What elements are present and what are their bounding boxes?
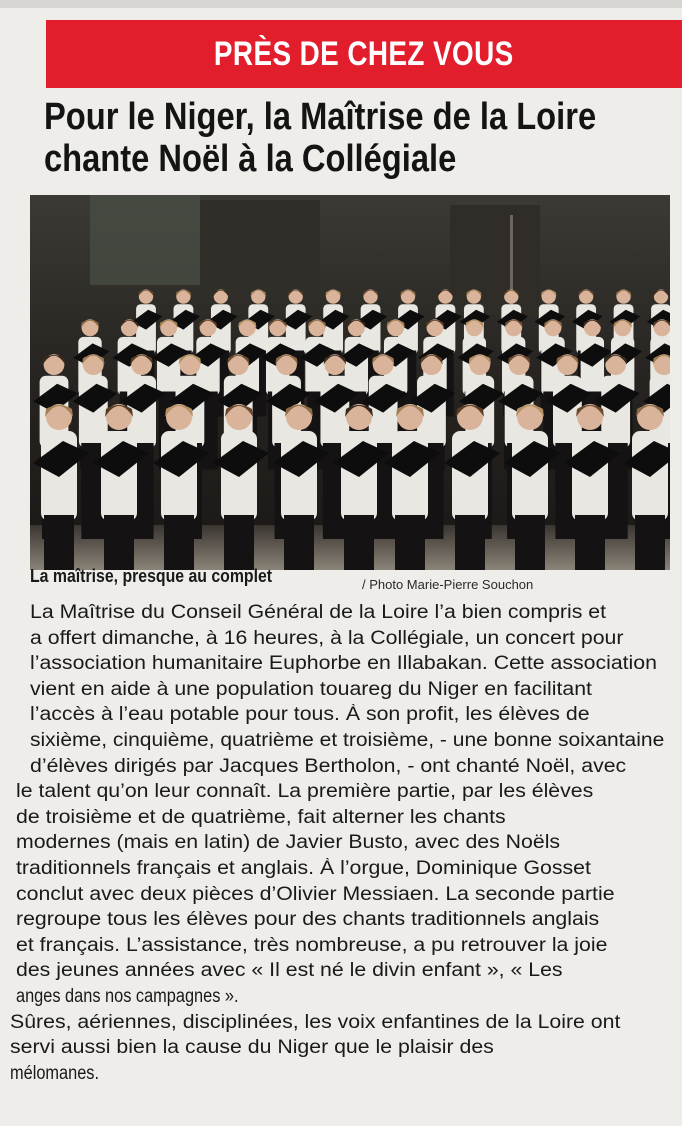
- body-line: [0, 728, 682, 754]
- body-line: [0, 1010, 682, 1036]
- body-line: [0, 702, 682, 728]
- body-line: [0, 600, 682, 626]
- body-line: [0, 651, 682, 677]
- choir-photo-illustration: [30, 195, 670, 570]
- body-line: [0, 907, 682, 933]
- headline-line-1: Pour le Niger, la Maîtrise de la Loire: [44, 96, 597, 138]
- body-line-text: La Maîtrise du Conseil Général de la Loire l’a bien compris et: [30, 602, 607, 623]
- headline-line-2: chante Noël à la Collégiale: [44, 138, 457, 180]
- body-line: [0, 677, 682, 703]
- body-line-text: l’association humanitaire Euphorbe en Illabakan. Cette association: [30, 653, 657, 675]
- body-line: [0, 882, 682, 908]
- body-line-text: modernes (mais en latin) de Javier Busto, avec des Noëls: [16, 832, 561, 854]
- body-line: [0, 958, 682, 984]
- body-line: [0, 933, 682, 959]
- article-headline: [44, 96, 597, 180]
- body-line-text: d’élèves dirigés par Jacques Bertholon, - ont chanté Noël, avec: [30, 755, 627, 777]
- body-line-text: et français. L’assistance, très nombreuse, a pu retrouver la joie: [16, 934, 608, 956]
- caption-text: La maîtrise, presque au complet: [30, 566, 273, 586]
- body-line: [0, 1035, 682, 1061]
- section-banner: [46, 20, 682, 88]
- body-line-text: a offert dimanche, à 16 heures, à la Collégiale, un concert pour: [30, 627, 624, 649]
- choir-photo: [30, 195, 670, 570]
- body-line-text: de troisième et de quatrième, fait alterner les chants: [16, 806, 506, 828]
- body-line-text: vient en aide à une population touareg du Niger en facilitant: [30, 678, 592, 700]
- body-line: [0, 805, 682, 831]
- body-line-text: conclut avec deux pièces d’Olivier Messiaen. La seconde partie: [16, 883, 615, 905]
- body-line-text: servi aussi bien la cause du Niger que le plaisir des: [10, 1037, 494, 1059]
- body-line-text: mélomanes.: [10, 1062, 100, 1084]
- body-line: [0, 779, 682, 805]
- section-title: PRÈS DE CHEZ VOUS: [214, 34, 514, 73]
- body-line: [0, 1061, 682, 1087]
- body-line-text: Sûres, aériennes, disciplinées, les voix enfantines de la Loire ont: [10, 1011, 621, 1033]
- body-line-text: anges dans nos campagnes ».: [16, 985, 239, 1007]
- body-line: [0, 856, 682, 882]
- photo-caption: [30, 566, 670, 590]
- body-line-text: des jeunes années avec « Il est né le divin enfant », « Les: [16, 960, 563, 982]
- body-line-text: traditionnels français et anglais. À l’orgue, Dominique Gosset: [16, 857, 591, 879]
- body-line: [0, 626, 682, 652]
- body-line: [0, 754, 682, 780]
- article-body: [0, 600, 682, 1086]
- body-line-text: le talent qu’on leur connaît. La première partie, par les élèves: [16, 781, 594, 803]
- body-line: [0, 984, 682, 1010]
- body-line: [0, 830, 682, 856]
- body-line-text: regroupe tous les élèves pour des chants traditionnels anglais: [16, 909, 600, 931]
- photo-credit: / Photo Marie-Pierre Souchon: [362, 577, 534, 592]
- body-line-text: sixième, cinquième, quatrième et troisième, - une bonne soixantaine: [30, 729, 665, 751]
- body-line-text: l’accès à l’eau potable pour tous. À son profit, les élèves de: [30, 704, 590, 726]
- top-edge: [0, 0, 682, 8]
